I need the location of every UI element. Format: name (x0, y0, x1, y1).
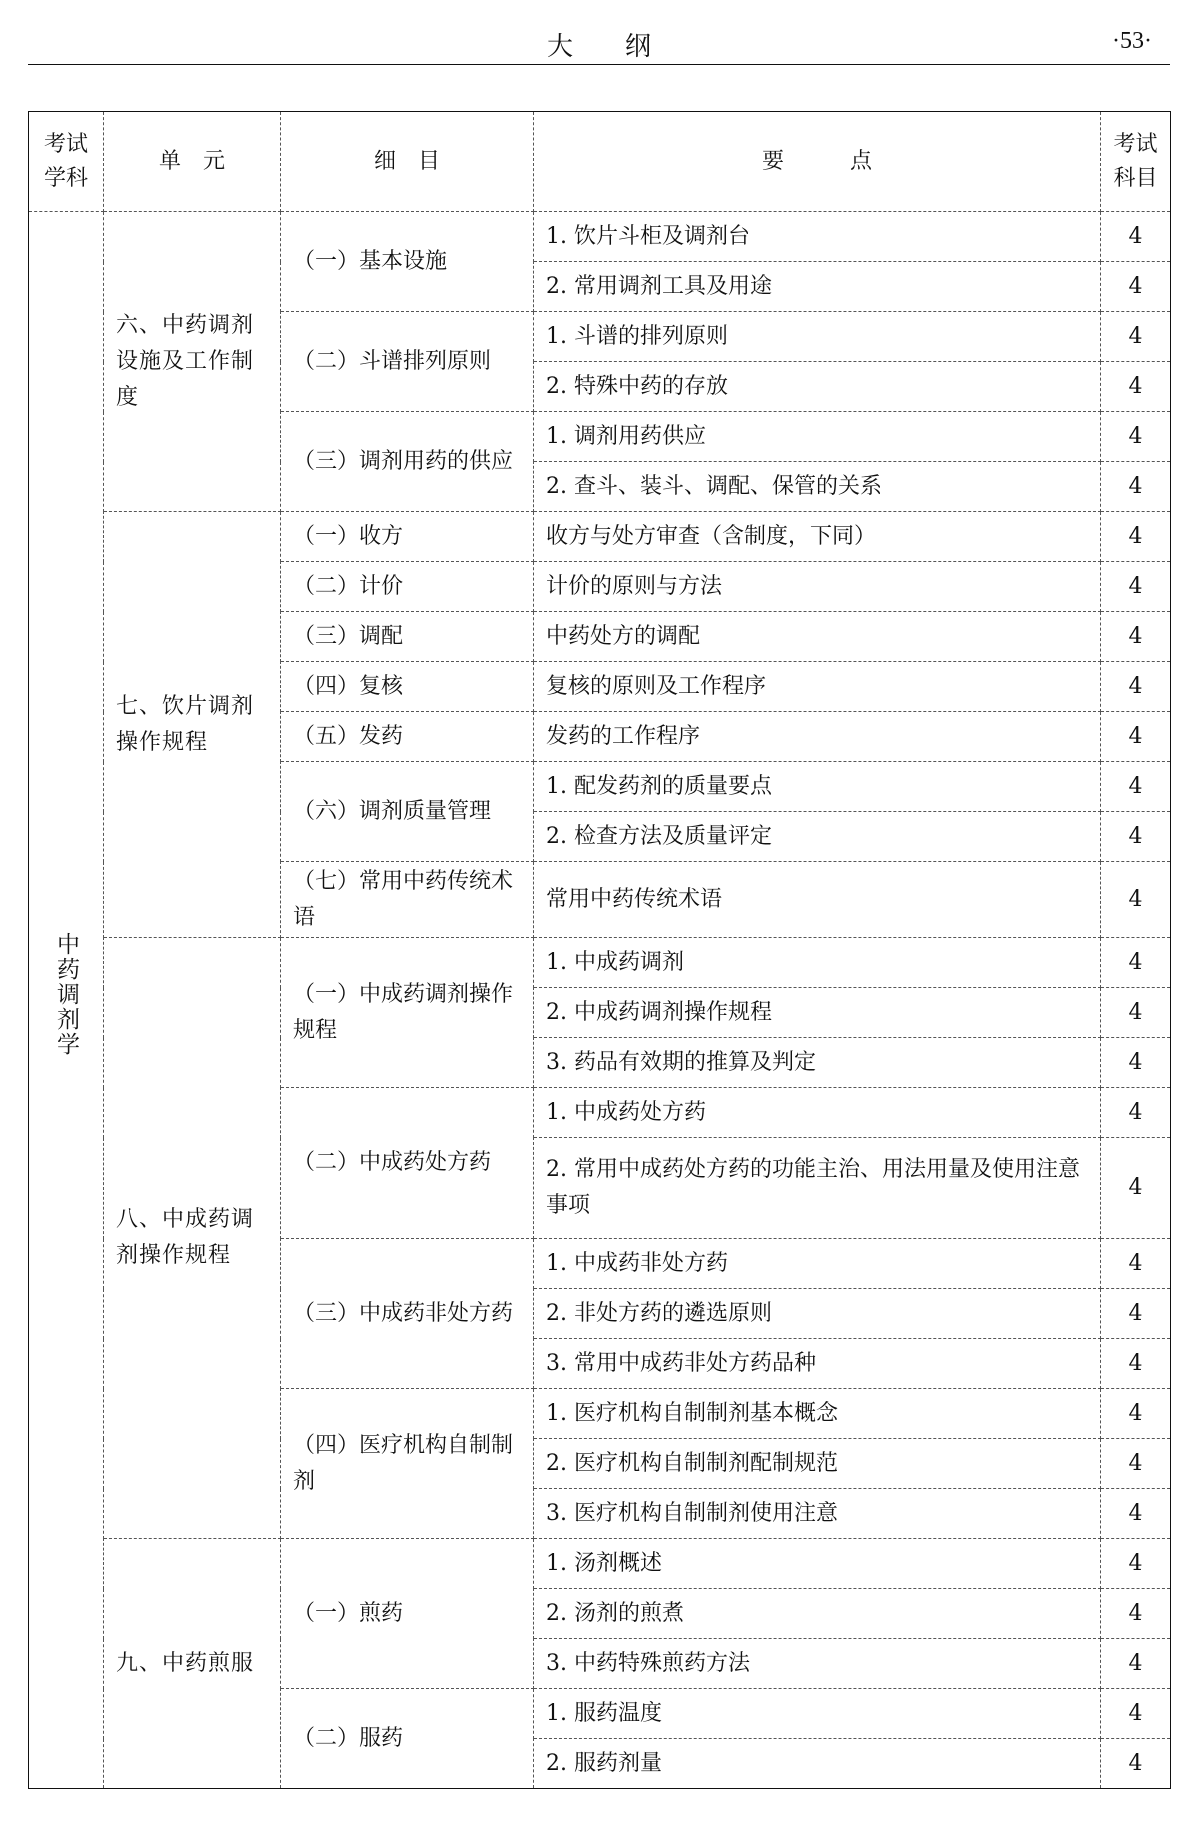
exam-level-cell: 4 (1101, 1739, 1171, 1789)
exam-level-cell: 4 (1101, 938, 1171, 988)
table-row (29, 1539, 1171, 1589)
exam-level-cell: 4 (1101, 862, 1171, 938)
exam-level-cell: 4 (1101, 1138, 1171, 1239)
detail-cell: （三）中成药非处方药 (281, 1239, 534, 1389)
detail-cell: （三）调剂用药的供应 (281, 412, 534, 512)
exam-level-cell: 4 (1101, 712, 1171, 762)
page-header (28, 20, 1170, 64)
exam-level-cell: 4 (1101, 612, 1171, 662)
detail-cell: （六）调剂质量管理 (281, 762, 534, 862)
page-number: ·53· (1112, 28, 1152, 54)
header-rule (28, 64, 1170, 65)
key-point-cell: 2. 查斗、装斗、调配、保管的关系 (534, 462, 1101, 512)
column-header-points: 要 点 (534, 112, 1101, 212)
detail-cell: （四）复核 (281, 662, 534, 712)
syllabus-table (28, 111, 1171, 1789)
unit-cell: 九、中药煎服 (104, 1539, 281, 1789)
exam-level-cell: 4 (1101, 988, 1171, 1038)
table-row (29, 512, 1171, 562)
exam-level-cell: 4 (1101, 812, 1171, 862)
detail-cell: （四）医疗机构自制制剂 (281, 1389, 534, 1539)
key-point-cell: 2. 服药剂量 (534, 1739, 1101, 1789)
detail-cell: （二）服药 (281, 1689, 534, 1789)
column-header-detail: 细 目 (281, 112, 534, 212)
key-point-cell: 1. 调剂用药供应 (534, 412, 1101, 462)
key-point-cell: 2. 特殊中药的存放 (534, 362, 1101, 412)
exam-level-cell: 4 (1101, 1489, 1171, 1539)
exam-level-cell: 4 (1101, 1088, 1171, 1138)
exam-level-cell: 4 (1101, 1589, 1171, 1639)
detail-cell: （一）收方 (281, 512, 534, 562)
key-point-cell: 2. 医疗机构自制制剂配制规范 (534, 1439, 1101, 1489)
exam-level-cell: 4 (1101, 412, 1171, 462)
exam-level-cell: 4 (1101, 1639, 1171, 1689)
key-point-cell: 1. 中成药非处方药 (534, 1239, 1101, 1289)
key-point-cell: 3. 常用中成药非处方药品种 (534, 1339, 1101, 1389)
key-point-cell: 中药处方的调配 (534, 612, 1101, 662)
detail-cell: （一）煎药 (281, 1539, 534, 1689)
exam-level-cell: 4 (1101, 1339, 1171, 1389)
column-header-unit: 单 元 (104, 112, 281, 212)
unit-cell: 八、中成药调剂操作规程 (104, 938, 281, 1539)
detail-cell: （一）基本设施 (281, 212, 534, 312)
key-point-cell: 3. 医疗机构自制制剂使用注意 (534, 1489, 1101, 1539)
key-point-cell: 2. 常用调剂工具及用途 (534, 262, 1101, 312)
exam-level-cell: 4 (1101, 1239, 1171, 1289)
exam-level-cell: 4 (1101, 312, 1171, 362)
key-point-cell: 2. 非处方药的遴选原则 (534, 1289, 1101, 1339)
exam-level-cell: 4 (1101, 1289, 1171, 1339)
key-point-cell: 2. 检查方法及质量评定 (534, 812, 1101, 862)
key-point-cell: 1. 配发药剂的质量要点 (534, 762, 1101, 812)
exam-level-cell: 4 (1101, 512, 1171, 562)
exam-level-cell: 4 (1101, 562, 1171, 612)
exam-subject-label: 中药调剂学 (53, 931, 79, 1057)
table-row (29, 212, 1171, 262)
detail-cell: （二）中成药处方药 (281, 1088, 534, 1239)
exam-level-cell: 4 (1101, 1389, 1171, 1439)
detail-cell: （五）发药 (281, 712, 534, 762)
key-point-cell: 1. 中成药处方药 (534, 1088, 1101, 1138)
detail-cell: （二）计价 (281, 562, 534, 612)
column-header-subject: 考试 学科 (29, 112, 104, 212)
key-point-cell: 1. 饮片斗柜及调剂台 (534, 212, 1101, 262)
exam-level-cell: 4 (1101, 1689, 1171, 1739)
key-point-cell: 1. 汤剂概述 (534, 1539, 1101, 1589)
key-point-cell: 发药的工作程序 (534, 712, 1101, 762)
exam-level-cell: 4 (1101, 362, 1171, 412)
key-point-cell: 1. 服药温度 (534, 1689, 1101, 1739)
detail-cell: （二）斗谱排列原则 (281, 312, 534, 412)
key-point-cell: 复核的原则及工作程序 (534, 662, 1101, 712)
key-point-cell: 收方与处方审查（含制度，下同） (534, 512, 1101, 562)
exam-subject (29, 212, 104, 1789)
exam-level-cell: 4 (1101, 212, 1171, 262)
exam-level-cell: 4 (1101, 662, 1171, 712)
key-point-cell: 常用中药传统术语 (534, 862, 1101, 938)
unit-cell: 七、饮片调剂操作规程 (104, 512, 281, 938)
column-header-score: 考试 科目 (1101, 112, 1171, 212)
exam-level-cell: 4 (1101, 262, 1171, 312)
exam-level-cell: 4 (1101, 1539, 1171, 1589)
key-point-cell: 2. 中成药调剂操作规程 (534, 988, 1101, 1038)
key-point-cell: 1. 医疗机构自制制剂基本概念 (534, 1389, 1101, 1439)
key-point-cell: 3. 中药特殊煎药方法 (534, 1639, 1101, 1689)
key-point-cell: 3. 药品有效期的推算及判定 (534, 1038, 1101, 1088)
key-point-cell: 计价的原则与方法 (534, 562, 1101, 612)
unit-cell: 六、中药调剂设施及工作制度 (104, 212, 281, 512)
key-point-cell: 1. 斗谱的排列原则 (534, 312, 1101, 362)
exam-level-cell: 4 (1101, 762, 1171, 812)
key-point-cell: 2. 汤剂的煎煮 (534, 1589, 1101, 1639)
exam-level-cell: 4 (1101, 462, 1171, 512)
exam-level-cell: 4 (1101, 1038, 1171, 1088)
table-row (29, 938, 1171, 988)
table-header-row (29, 112, 1171, 212)
key-point-cell: 2. 常用中成药处方药的功能主治、用法用量及使用注意事项 (534, 1138, 1101, 1239)
key-point-cell: 1. 中成药调剂 (534, 938, 1101, 988)
detail-cell: （一）中成药调剂操作规程 (281, 938, 534, 1088)
detail-cell: （三）调配 (281, 612, 534, 662)
exam-level-cell: 4 (1101, 1439, 1171, 1489)
running-title: 大纲 (546, 32, 703, 62)
detail-cell: （七）常用中药传统术语 (281, 862, 534, 938)
